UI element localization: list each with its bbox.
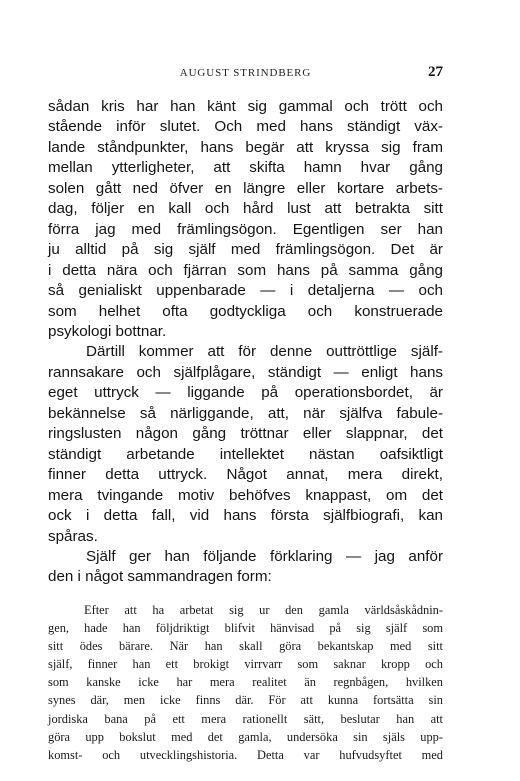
text-line: rannsakare och själfplågare, ständigt — enligt hans <box>48 363 443 381</box>
running-header <box>48 64 443 84</box>
text-line: ständigt arbetande intellektet nästan oafsiktligt <box>48 445 443 463</box>
text-line: ringslusten någon gång tröttnar eller slappnar, det <box>48 425 443 443</box>
body-text <box>48 97 443 588</box>
quote-line: som kanske icke har mera realitet än regnbågen, hvilken <box>48 675 443 690</box>
quote-line: gen, hade han följdriktigt blifvit hänvisad på sig själf som <box>48 621 443 636</box>
text-line: spåras. <box>48 527 98 545</box>
text-line: bekännelse så närliggande, att, när själfva fabule- <box>48 404 443 422</box>
text-line: Därtill kommer att för denne outtröttlige själf- <box>86 343 443 361</box>
running-title: AUGUST STRINDBERG <box>179 67 312 79</box>
text-line: psykologi bottnar. <box>48 322 167 340</box>
paragraph-3 <box>48 547 443 588</box>
text-line: som helhet ofta godtyckliga och konstruerade <box>48 302 443 320</box>
quote-line: synes där, men icke finns där. För att kunna fortsätta sin <box>48 693 443 708</box>
block-quote <box>48 601 443 764</box>
page-number: 27 <box>428 64 443 80</box>
text-line: den i något sammandragen form: <box>48 568 272 586</box>
quote-line: göra upp bokslut med det gamla, undersöka sin själs upp- <box>48 729 443 744</box>
text-line: så genialiskt uppenbarade — i detaljerna — och <box>48 282 443 300</box>
text-line: ock i detta fall, vid hans första själfbiografi, kan <box>48 507 443 525</box>
text-line: Själf ger han följande förklaring — jag anför <box>86 547 443 565</box>
text-line: stående inför slutet. Och med hans ständigt väx- <box>48 118 443 136</box>
quote-line: Efter att ha arbetat sig ur den gamla världsåskådnin- <box>84 603 443 617</box>
text-line: mera tvingande motiv behöfves knappast, om det <box>48 486 443 504</box>
text-line: i detta nära och fjärran som hans på samma gång <box>48 261 443 279</box>
paragraph-1 <box>48 97 443 342</box>
quote-line: själf, finner han ett brokigt virrvarr som saknar kropp och <box>48 657 443 672</box>
text-line: ju alltid på sig själf med främlingsögon. Det är <box>48 241 443 259</box>
text-line: sådan kris har han känt sig gammal och trött och <box>48 98 443 115</box>
text-line: finner detta uttryck. Något annat, mera direkt, <box>48 466 443 484</box>
quote-line: jordiska bana på ett mera rationellt sätt, beslutar han att <box>48 711 443 726</box>
text-line: solen gått ned öfver en längre eller kortare arbets- <box>48 179 443 197</box>
quote-line: komst- och utvecklingshistoria. Detta var hufvudsyftet med <box>48 747 443 762</box>
text-line: eget uttryck — liggande på operationsbordet, är <box>48 384 443 402</box>
paragraph-2 <box>48 342 443 547</box>
text-line: mellan ytterligheter, att skifta hamn hvar gång <box>48 159 443 177</box>
text-line: förra jag med främlingsögon. Egentligen ser han <box>48 220 443 238</box>
text-line: dag, följer en kall och hård lust att betrakta sitt <box>48 200 443 218</box>
text-line: lande ståndpunkter, hans begär att kryssa sig fram <box>48 138 443 156</box>
quote-line: sitt ödes bärare. När han skall göra bekantskap med sitt <box>48 639 443 654</box>
